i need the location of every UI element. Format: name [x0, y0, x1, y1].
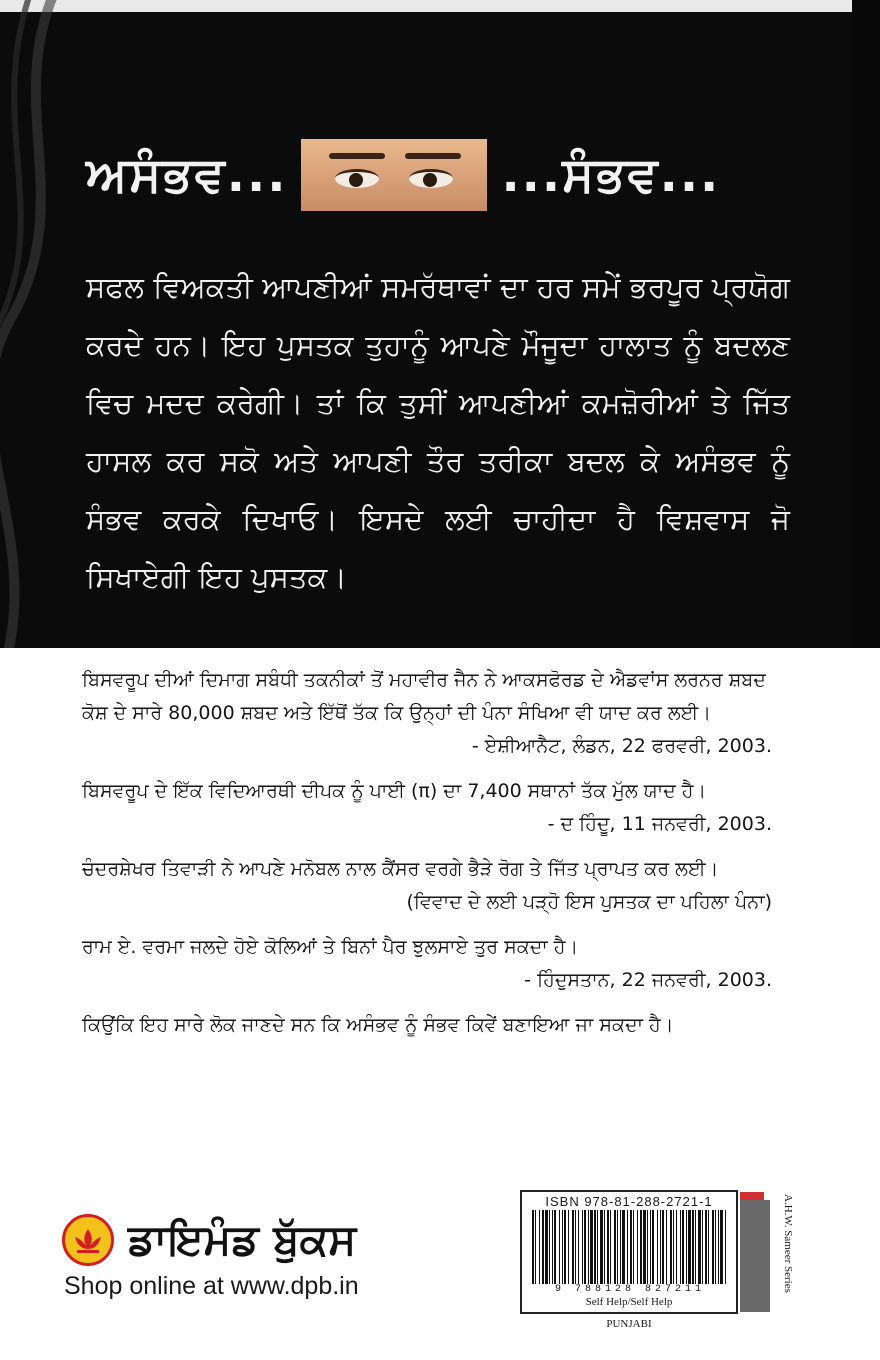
quote-source: - ਹਿੰਦੁਸਤਾਨ, 22 ਜਨਵਰੀ, 2003. — [524, 969, 772, 991]
quote-text: ਰਾਮ ਏ. ਵਰਮਾ ਜਲਦੇ ਹੋਏ ਕੋਲਿਆਂ ਤੇ ਬਿਨਾਂ ਪੈਰ ਝੁਲਸਾਏ ਤੁਰ ਸਕਦਾ ਹੈ। — [82, 936, 579, 958]
category-text: Self Help/Self Help — [585, 1296, 673, 1308]
language-text: PUNJABI — [606, 1318, 652, 1330]
isbn-text: ISBN 978-81-288-2721-1 — [545, 1194, 713, 1209]
testimonials — [82, 664, 772, 1042]
series-label: A.H.W. Sameer Series — [782, 1194, 794, 1293]
quote-source: - ਦ ਹਿੰਦੂ, 11 ਜਨਵਰੀ, 2003. — [547, 813, 772, 835]
publisher-logo — [62, 1214, 356, 1266]
eyes-photo — [301, 139, 487, 211]
quote-text: ਚੰਦਰਸ਼ੇਖਰ ਤਿਵਾੜੀ ਨੇ ਆਪਣੇ ਮਨੋਬਲ ਨਾਲ ਕੈਂਸਰ ਵਰਗੇ ਭੈੜੇ ਰੋਗ ਤੇ ਜਿੱਤ ਪ੍ਰਾਪਤ ਕਰ ਲਈ। — [82, 858, 719, 880]
barcode-bars — [530, 1210, 730, 1284]
lotus-icon — [62, 1214, 114, 1266]
spine-edge — [852, 0, 880, 648]
quote-text: ਬਿਸਵਰੂਪ ਦੇ ਇੱਕ ਵਿਦਿਆਰਥੀ ਦੀਪਕ ਨੂੰ ਪਾਈ (π) ਦਾ 7,400 ਸਥਾਨਾਂ ਤੱਕ ਮੁੱਲ ਯਾਦ ਹੈ। — [82, 780, 707, 802]
barcode-digits: 9 788128 827211 — [554, 1284, 705, 1295]
barcode — [520, 1190, 738, 1314]
quote-source: (ਵਿਵਾਦ ਦੇ ਲਈ ਪੜ੍ਹੋ ਇਸ ਪੁਸਤਕ ਦਾ ਪਹਿਲਾ ਪੰਨਾ) — [406, 891, 772, 913]
cover-title — [86, 140, 720, 210]
quote-text: ਬਿਸਵਰੂਪ ਦੀਆਂ ਦਿਮਾਗ ਸਬੰਧੀ ਤਕਨੀਕਾਂ ਤੋਂ ਮਹਾਵੀਰ ਜੈਨ ਨੇ ਆਕਸਫੋਰਡ ਦੇ ਐਡਵਾਂਸ ਲਰਨਰ ਸ਼ਬਦ ਕੋਸ਼ ਦੇ ਸਾਰੇ 80,000 ਸ਼ਬਦ ਅਤੇ ਇੱਥੋਂ ਤੱਕ ਕਿ ਉਨ੍ਹਾਂ ਦੀ ਪੰਨਾ ਸੰਖਿਆ ਵੀ ਯਾਦ ਕਰ ਲਈ। — [82, 669, 766, 724]
blurb-paragraph: ਸਫਲ ਵਿਅਕਤੀ ਆਪਣੀਆਂ ਸਮਰੱਥਾਵਾਂ ਦਾ ਹਰ ਸਮੇਂ ਭਰਪੂਰ ਪ੍ਰਯੋਗ ਕਰਦੇ ਹਨ। ਇਹ ਪੁਸਤਕ ਤੁਹਾਨੂੰ ਆਪਣੇ ਮੌਜੂਦਾ ਹਾਲਾਤ ਨੂੰ ਬਦਲਣ ਵਿਚ ਮਦਦ ਕਰੇਗੀ। ਤਾਂ ਕਿ ਤੁਸੀਂ ਆਪਣੀਆਂ ਕਮਜ਼ੋਰੀਆਂ ਤੇ ਜਿੱਤ ਹਾਸਲ ਕਰ ਸਕੋ ਅਤੇ ਆਪਣੀ ਤੌਰ ਤਰੀਕਾ ਬਦਲ ਕੇ ਅਸੰਭਵ ਨੂੰ ਸੰਭਵ ਕਰਕੇ ਦਿਖਾਓ। ਇਸਦੇ ਲਈ ਚਾਹੀਦਾ ਹੈ ਵਿਸ਼ਵਾਸ ਜੋ ਸਿਖਾਏਗੀ ਇਹ ਪੁਸਤਕ। — [86, 270, 790, 594]
top-edge — [0, 0, 880, 12]
closing-line: ਕਿਉਂਕਿ ਇਹ ਸਾਰੇ ਲੋਕ ਜਾਣਦੇ ਸਨ ਕਿ ਅਸੰਭਵ ਨੂੰ ਸੰਭਵ ਕਿਵੇਂ ਬਣਾਇਆ ਜਾ ਸਕਦਾ ਹੈ। — [82, 1014, 674, 1036]
title-left: ਅਸੰਭਵ... — [86, 146, 288, 203]
series-gray-block — [740, 1200, 770, 1312]
left-brow — [329, 153, 385, 159]
publisher-name: ਡਾਇਮੰਡ ਬੁੱਕਸ — [128, 1215, 357, 1264]
right-eye — [409, 169, 453, 188]
cover-dark-panel — [0, 0, 880, 648]
right-brow — [405, 153, 461, 159]
left-eye — [335, 169, 379, 188]
shop-online-text: Shop online at www.dpb.in — [64, 1272, 359, 1300]
quote-source: - ਏਸ਼ੀਆਨੈਟ, ਲੰਡਨ, 22 ਫਰਵਰੀ, 2003. — [471, 735, 772, 757]
smoke-swirl-decoration — [0, 0, 90, 648]
title-right: ...ਸੰਭਵ... — [501, 146, 721, 203]
